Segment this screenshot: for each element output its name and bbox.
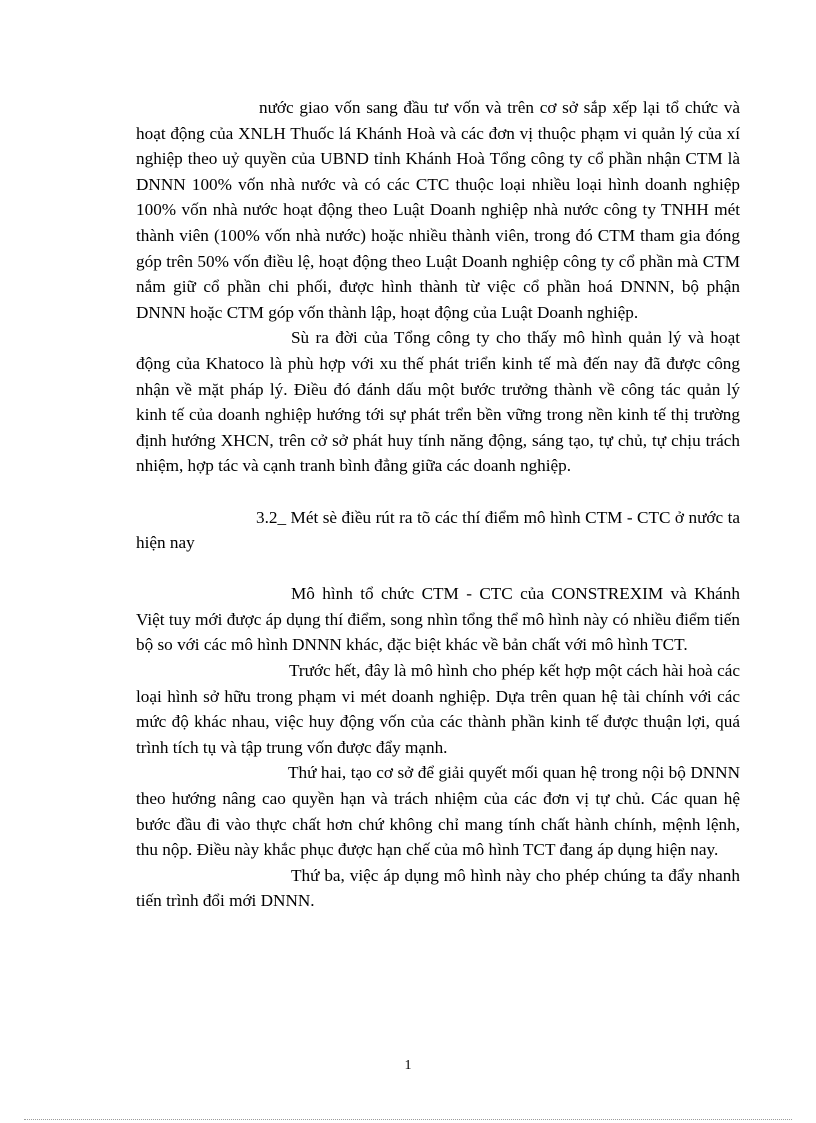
paragraph-1: nước giao vốn sang đầu tư vốn và trên cơ sở sắp xếp lại tổ chức và hoạt động của XNLH Thuốc lá Khánh Hoà và các đơn vị thuộc phạm vi quản lý của xí nghiệp theo uỷ quyền của UBND tỉnh Khánh Hoà Tổng công ty cổ phần nhận CTM là DNNN 100% vốn nhà nước và có các CTC thuộc loại nhiều loại hình doanh nghiệp 100% vốn nhà nước hoạt động theo Luật Doanh nghiệp nhà nước công ty TNHH mét thành viên (100% vốn nhà nước) hoặc nhiều thành viên, trong đó CTM tham gia đóng góp trên 50% vốn điều lệ, hoạt động theo Luật Doanh nghiệp công ty cổ phần mà CTM nắm giữ cổ phần chi phối, được hình thành từ việc cổ phần hoá DNNN, bộ phận DNNN hoặc CTM góp vốn thành lập, hoạt động của Luật Doanh nghiệp. <box>136 98 740 322</box>
text-column <box>136 95 740 914</box>
paragraph-5: Thứ hai, tạo cơ sở để giải quyết mối quan hệ trong nội bộ DNNN theo hướng nâng cao quyền hạn và trách nhiệm của các đơn vị tự chủ. Các quan hệ bước đầu đi vào thực chất hơn chứ không chỉ mang tính chất hành chính, mệnh lệnh, thu nộp. Điều này khắc phục được hạn chế của mô hình TCT đang áp dụng hiện nay. <box>136 763 740 860</box>
paragraph-6: Thứ ba, việc áp dụng mô hình này cho phép chúng ta đẩy nhanh tiến trình đổi mới DNNN. <box>136 865 740 911</box>
paragraph-gap <box>136 556 740 582</box>
paragraph-gap <box>136 479 740 505</box>
paragraph-4: Trước hết, đây là mô hình cho phép kết hợp một cách hài hoà các loại hình sở hữu trong phạm vi mét doanh nghiệp. Dựa trên quan hệ tài chính với các mức độ khác nhau, việc huy động vốn của các thành phần kinh tế được thuận lợi, quá trình tích tụ và tập trung vốn được đẩy mạnh. <box>136 661 740 757</box>
section-heading: 3.2_ Mét sè điều rút ra tõ các thí điểm mô hình CTM - CTC ở nước ta hiện nay <box>136 507 740 553</box>
footer-divider <box>24 1119 792 1120</box>
page-number: 1 <box>404 1058 412 1073</box>
paragraph-3: Mô hình tổ chức CTM - CTC của CONSTREXIM và Khánh Việt tuy mới được áp dụng thí điểm, song nhìn tổng thể mô hình này có nhiều điểm tiến bộ so với các mô hình DNNN khác, đặc biệt khác về bản chất với mô hình TCT. <box>136 584 740 655</box>
paragraph-2: Sù ra đời của Tổng công ty cho thấy mô hình quản lý và hoạt động của Khatoco là phù hợp với xu thế phát triển kinh tế mà đến nay đã được công nhận về mặt pháp lý. Điều đó đánh dấu một bước trưởng thành về công tác quản lý kinh tế của doanh nghiệp hướng tới sự phát trển bền vững trong nền kinh tế thị trường định hướng XHCN, trên cở sở phát huy tính năng động, sáng tạo, tự chủ, tự chịu trách nhiệm, hợp tác và cạnh tranh bình đẳng giữa các doanh nghiệp. <box>136 328 740 476</box>
